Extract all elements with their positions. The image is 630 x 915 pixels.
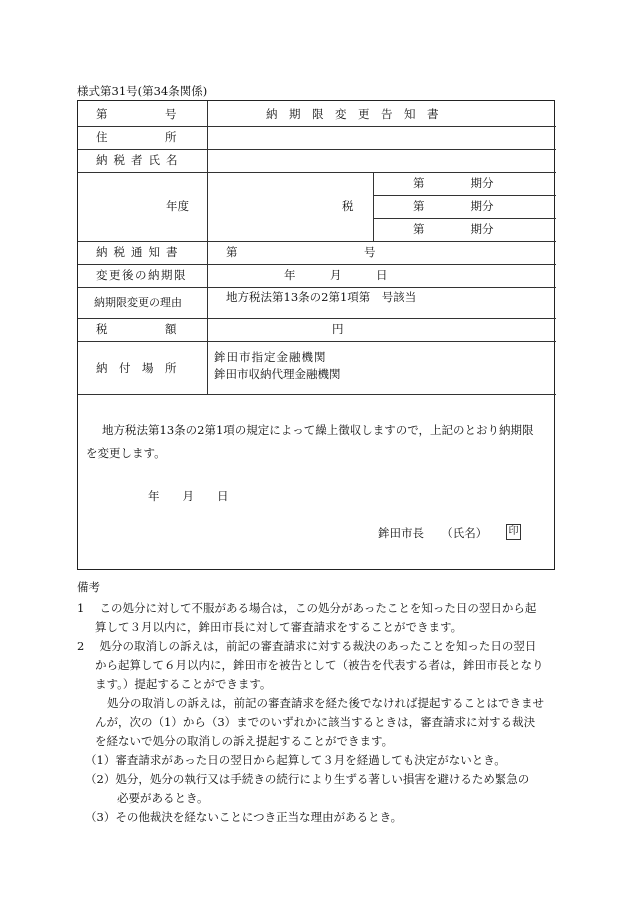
tax-notice-label: 納税通知書 [96, 245, 184, 259]
remarks-line: 必要があるとき。 [117, 791, 209, 805]
period-row: 第 期分 [413, 199, 494, 213]
row-divider [78, 126, 556, 127]
new-due-date-label: 変更後の納期限 [96, 268, 187, 282]
row-divider [78, 172, 556, 173]
address-label: 住 所 [96, 130, 177, 144]
row-divider [373, 218, 556, 219]
row-divider [373, 195, 556, 196]
taxpayer-name-label: 納税者氏名 [96, 153, 184, 167]
change-reason-value: 地方税法第13条の2第1項第 号該当 [226, 290, 417, 304]
notice-body-line: を変更します。 [86, 446, 166, 460]
remarks-heading: 備考 [77, 580, 100, 594]
fiscal-year-label: 年度 [166, 199, 189, 213]
remarks-line: 2 処分の取消しの訴えは，前記の審査請求に対する裁決のあったことを知った日の翌日 [77, 639, 537, 653]
remarks-line: んが，次の（1）から（3）までのいずれかに該当するときは，審査請求に対する裁決 [95, 715, 536, 729]
tax-type-label: 税 [342, 199, 354, 213]
period-row: 第 期分 [413, 176, 494, 190]
notice-form-table [77, 100, 555, 570]
document-title: 納 期 限 変 更 告 知 書 [266, 107, 439, 121]
row-divider [78, 241, 556, 242]
column-divider [373, 172, 374, 241]
seal-mark: 印 [506, 524, 521, 540]
remarks-line: を経ないで処分の取消しの訴え提起することができます。 [95, 734, 394, 748]
remarks-line: （3）その他裁決を経ないことにつき正当な理由があるとき。 [85, 810, 403, 824]
row-divider [78, 318, 556, 319]
remarks-line: 算して３月以内に，鉾田市長に対して審査請求をすることができます。 [95, 620, 463, 634]
change-reason-label: 納期限変更の理由 [94, 296, 182, 309]
remarks-line: （1）審査請求があった日の翌日から起算して３月を経過しても決定がないとき。 [85, 753, 506, 767]
tax-notice-number: 第 号 [226, 245, 376, 259]
row-divider [78, 287, 556, 288]
row-divider [78, 149, 556, 150]
remarks-line: から起算して６月以内に，鉾田市を被告として（被告を代表する者は，鉾田市長となり [95, 658, 544, 672]
remarks-line: （2）処分，処分の執行又は手続きの続行により生ずる著しい損害を避けるため緊急の [85, 772, 530, 786]
tax-amount-unit: 円 [332, 322, 344, 336]
tax-amount-label: 税 額 [96, 322, 177, 336]
remarks-line: ます。）提起することができます。 [95, 677, 272, 691]
issue-date: 年 月 日 [148, 489, 229, 503]
row-divider [78, 341, 556, 342]
column-divider [207, 101, 208, 394]
payment-place-line: 鉾田市収納代理金融機関 [214, 367, 341, 381]
remarks-line: 1 この処分に対して不服がある場合は，この処分があったことを知った日の翌日から起 [77, 601, 537, 615]
payment-place-label: 納 付 場 所 [96, 361, 177, 375]
payment-place-line: 鉾田市指定金融機関 [214, 350, 327, 364]
row-divider [78, 264, 556, 265]
notice-body-line: 地方税法第13条の2第1項の規定によって繰上徴収しますので，上記のとおり納期限 [102, 423, 534, 437]
signer-line: 鉾田市長 （氏名） [378, 526, 488, 540]
number-label: 第 号 [96, 107, 177, 121]
new-due-date-value: 年 月 日 [284, 268, 388, 282]
remarks-line: 処分の取消しの訴えは，前記の審査請求を経た後でなければ提起することはできませ [107, 696, 544, 710]
period-row: 第 期分 [413, 222, 494, 236]
form-identifier: 様式第31号(第34条関係) [77, 84, 208, 98]
row-divider [78, 394, 556, 395]
